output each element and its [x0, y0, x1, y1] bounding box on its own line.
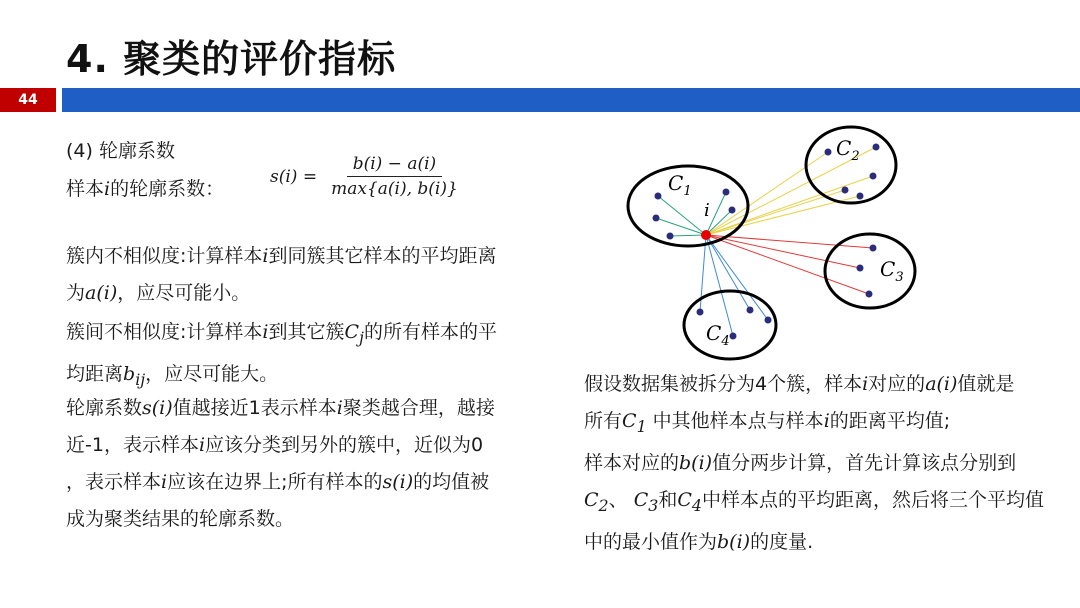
r2-text-d: 中其他样本点与样本	[646, 410, 824, 432]
formula-denominator: max{a(i), b(i)}	[331, 179, 458, 199]
c1-point	[729, 207, 736, 214]
r1-text-a: 假设数据集被拆分为4个簇，样本	[584, 373, 863, 395]
p3-text-f: 近-1，表示样本	[66, 434, 199, 456]
label-c3: $C_3$	[880, 257, 904, 285]
c4-point	[697, 309, 704, 316]
c1-point	[653, 215, 660, 222]
r3-var-b: b(i)	[679, 451, 713, 474]
p2-text-c: 到其它簇	[268, 321, 345, 343]
c2-point	[873, 144, 880, 151]
label-c2: $C_2$	[836, 136, 860, 164]
p2-var-c: C	[344, 321, 360, 343]
slide-title: 4. 聚类的评价指标	[66, 37, 397, 81]
p2-text-a: 簇间不相似度:计算样本	[66, 321, 263, 343]
line-c1-b	[656, 218, 706, 235]
r2-text-a: 所有	[584, 410, 623, 432]
r4-text-i: 中样本点的平均距离，然后将三个平均值	[701, 488, 1044, 511]
p1-var-i: i	[262, 245, 269, 267]
p3-text-h: 应该分类到另外的簇中，近似为0	[205, 434, 484, 456]
formula-lhs: s(i) =	[270, 166, 318, 187]
p2-text-g: 均距离	[66, 362, 124, 385]
p1-text-a: 簇内不相似度:计算样本	[66, 245, 263, 267]
c1-point	[723, 189, 730, 196]
p2-text-j: ，应尽可能大。	[145, 362, 279, 385]
p3-text-c: 值越接近1表示样本	[172, 397, 337, 419]
r4-var-c2: C	[584, 488, 599, 511]
p3-text-e: 聚类越合理，越接	[342, 397, 495, 419]
cluster-c1-boundary	[628, 166, 748, 246]
right-explanation	[584, 366, 1064, 561]
c4-point	[747, 307, 754, 314]
p1-text-c: 到同簇其它样本的平均距离	[268, 245, 497, 267]
formula-numerator: b(i) − a(i)	[347, 154, 442, 177]
line-c2-c	[706, 176, 873, 235]
sample-i-point	[701, 230, 711, 240]
p1-text-d: 为	[66, 282, 86, 304]
r5-text-a: 中的最小值作为	[584, 530, 718, 553]
c3-point	[857, 265, 864, 272]
label-c4: $C_4$	[706, 321, 730, 349]
line-c1-c	[670, 235, 706, 236]
r2-sub-1: 1	[636, 416, 647, 436]
p3-text-k: 应该在边界上;所有样本的	[167, 471, 383, 493]
r4-var-c3: C	[633, 488, 649, 511]
p3-text-n: 成为聚类结果的轮廓系数。	[66, 508, 295, 530]
r5-text-c: 的度量.	[750, 530, 814, 553]
page-number-badge: 44	[0, 88, 56, 112]
r4-var-c4: C	[677, 488, 692, 511]
r4-sub-2: 2	[598, 495, 609, 515]
r2-var-i: i	[823, 410, 830, 432]
p3-text-m: 的均值被	[413, 471, 490, 493]
label-c1: $C_1$	[668, 171, 692, 199]
r4-text-f: 和	[658, 488, 678, 511]
lines-to-c3	[706, 235, 873, 294]
r5-var-b: b(i)	[717, 530, 751, 553]
p3-text-a: 轮廓系数	[66, 397, 143, 419]
c2-point	[842, 187, 849, 194]
p2-var-b: b	[123, 362, 136, 385]
section-heading: (4) 轮廓系数	[66, 140, 175, 162]
p2-var-i: i	[262, 321, 269, 343]
r1-var-a: a(i)	[925, 373, 958, 395]
r1-text-c: 对应的	[868, 373, 926, 395]
p1-text-f: ，应尽可能小。	[117, 282, 251, 304]
r2-var-c: C	[622, 410, 637, 432]
c3-point	[866, 291, 873, 298]
r3-text-a: 样本对应的	[584, 451, 680, 474]
r2-text-f: 的距离平均值;	[829, 410, 951, 432]
p3-var-i2: i	[198, 434, 206, 456]
line-c3-a	[706, 235, 873, 248]
line-c4-d	[706, 235, 768, 320]
r1-text-e: 值就是	[957, 373, 1015, 395]
r1-var-i: i	[862, 373, 869, 395]
p2-text-f: 的所有样本的平	[363, 321, 497, 343]
p2-sub-ij: ij	[135, 369, 146, 389]
r4-text-c: 、	[608, 488, 628, 511]
p2-sub-j: j	[359, 327, 364, 347]
p1-var-a: a(i)	[85, 282, 118, 304]
c2-point	[870, 173, 877, 180]
c4-point	[765, 317, 772, 324]
line-c4-c	[706, 235, 750, 310]
sample-label-pre: 样本	[66, 178, 105, 200]
c4-point	[730, 333, 737, 340]
r4-sub-4: 4	[691, 495, 702, 515]
r4-sub-3: 3	[648, 495, 659, 515]
c1-point	[667, 233, 674, 240]
line-c1-a	[658, 196, 706, 235]
p3-var-s: s(i)	[142, 397, 173, 419]
c1-point	[655, 193, 662, 200]
label-sample-i: i	[704, 200, 710, 221]
p3-var-i3: i	[161, 471, 168, 493]
p3-var-i: i	[336, 397, 343, 419]
p3-text-i: ，表示样本	[66, 471, 162, 493]
p3-var-s2: s(i)	[382, 471, 414, 493]
c3-point	[870, 245, 877, 252]
c2-point	[825, 149, 832, 156]
c2-point	[857, 193, 864, 200]
sample-label-post: 的轮廓系数：	[110, 178, 225, 200]
sample-label-var: i	[104, 178, 111, 200]
r3-text-c: 值分两步计算，首先计算该点分别到	[712, 451, 1017, 474]
